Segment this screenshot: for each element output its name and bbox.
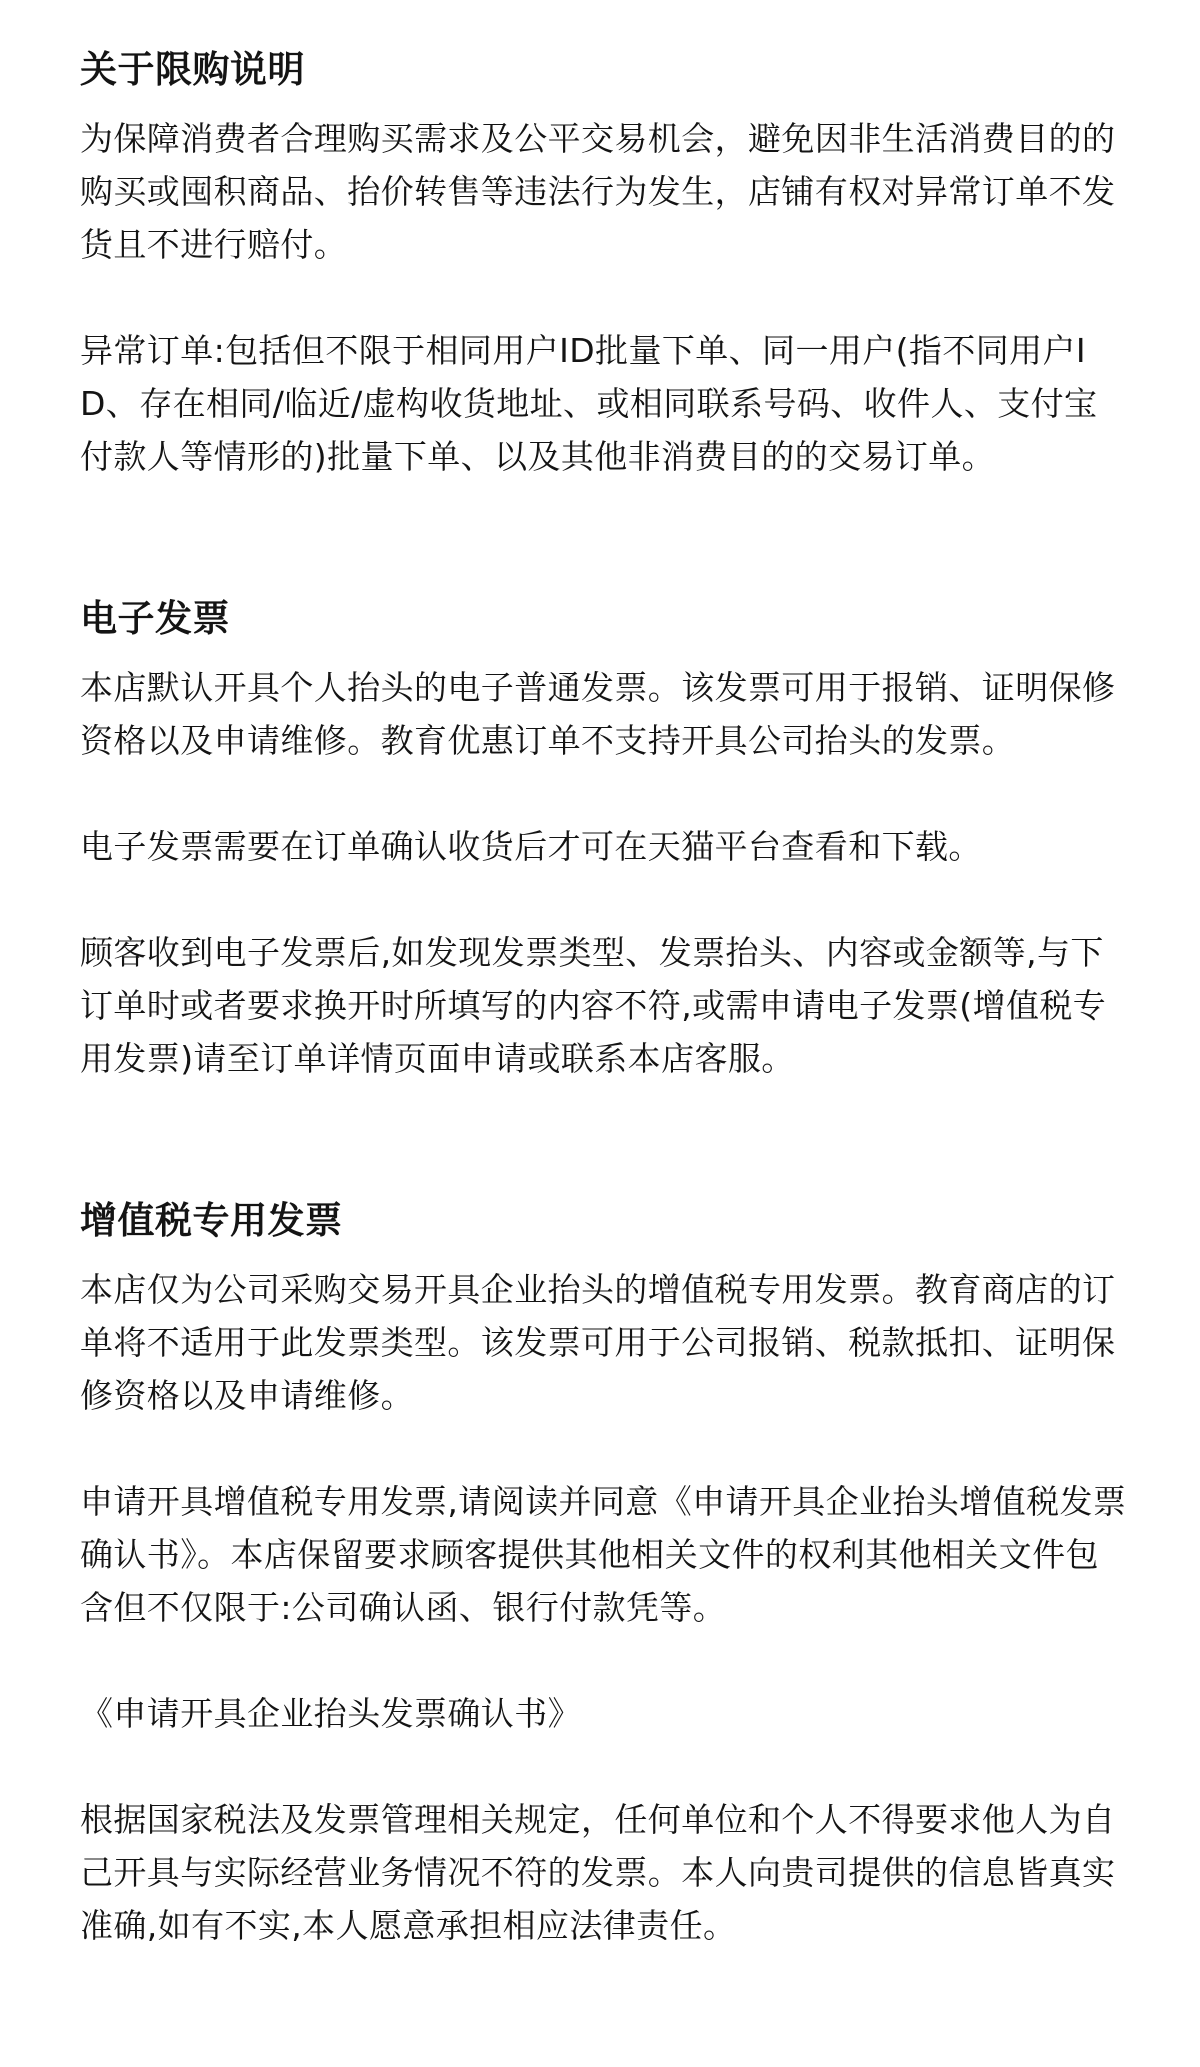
paragraph-spacer (80, 767, 1128, 820)
paragraph-spacer (80, 1634, 1128, 1687)
section-spacer (80, 1085, 1128, 1191)
section-title: 关于限购说明 (80, 48, 305, 91)
confirmation-letter-title: 《申请开具企业抬头发票确认书》 (80, 1694, 581, 1733)
section-electronic-invoice (80, 589, 1128, 1085)
section-vat-invoice (80, 1191, 1128, 1952)
section-spacer (80, 483, 1128, 589)
paragraph: 电子发票需要在订单确认收货后才可在天猫平台查看和下载。 (80, 827, 982, 866)
paragraph: 本店仅为公司采购交易开具企业抬头的增值税专用发票。教育商店的订单将不适用于此发票类型。该发票可用于公司报销、税款抵扣、证明保修资格以及申请维修。 (80, 1270, 1116, 1415)
paragraph: 根据国家税法及发票管理相关规定，任何单位和个人不得要求他人为自己开具与实际经营业务情况不符的发票。本人向贵司提供的信息皆真实准确,如有不实,本人愿意承担相应法律责任。 (80, 1800, 1116, 1945)
section-title: 电子发票 (80, 597, 230, 640)
section-purchase-limit (80, 40, 1128, 483)
paragraph: 本店默认开具个人抬头的电子普通发票。该发票可用于报销、证明保修资格以及申请维修。教育优惠订单不支持开具公司抬头的发票。 (80, 668, 1116, 760)
paragraph: 顾客收到电子发票后,如发现发票类型、发票抬头、内容或金额等,与下订单时或者要求换开时所填写的内容不符,或需申请电子发票(增值税专用发票)请至订单详情页面申请或联系本店客服。 (80, 933, 1107, 1078)
paragraph: 异常订单:包括但不限于相同用户ID批量下单、同一用户(指不同用户ID、存在相同/临近/虚构收货地址、或相同联系号码、收件人、支付宝付款人等情形的)批量下单、以及其他非消费目的的交易订单。 (80, 331, 1098, 476)
section-title: 增值税专用发票 (80, 1199, 343, 1242)
paragraph-spacer (80, 873, 1128, 926)
paragraph-spacer (80, 271, 1128, 324)
paragraph: 申请开具增值税专用发票,请阅读并同意《申请开具企业抬头增值税发票确认书》。本店保留要求顾客提供其他相关文件的权利其他相关文件包含但不仅限于:公司确认函、银行付款凭等。 (80, 1482, 1127, 1627)
paragraph: 为保障消费者合理购买需求及公平交易机会，避免因非生活消费目的的购买或囤积商品、抬价转售等违法行为发生，店铺有权对异常订单不发货且不进行赔付。 (80, 119, 1116, 264)
paragraph-spacer (80, 1740, 1128, 1793)
paragraph-spacer (80, 1422, 1128, 1475)
